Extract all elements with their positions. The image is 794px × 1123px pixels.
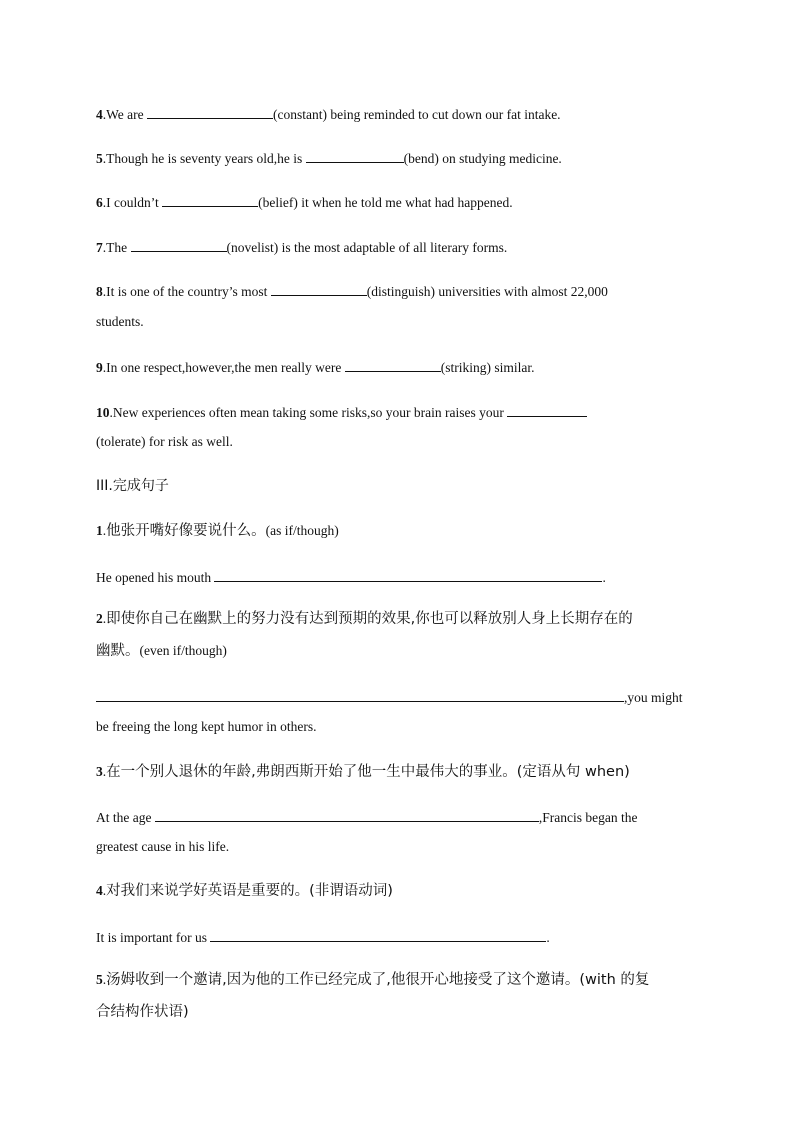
answer-blank[interactable] xyxy=(147,106,273,119)
exercise-number: 5 xyxy=(96,151,103,166)
section-heading: III.完成句子 xyxy=(96,478,169,494)
exercise-8-continuation: students. xyxy=(96,314,144,329)
exercise-number: 6 xyxy=(96,195,103,210)
exercise-8: 8.It is one of the country’s most (distinguish) universities with almost 22,000 xyxy=(96,284,608,299)
answer-blank[interactable] xyxy=(155,809,539,822)
exercise-number: 10 xyxy=(96,405,110,420)
translation-4-answer: It is important for us . xyxy=(96,930,550,945)
answer-blank[interactable] xyxy=(210,929,546,942)
answer-blank[interactable] xyxy=(271,283,367,296)
exercise-10: 10.New experiences often mean taking some risks,so your brain raises your xyxy=(96,404,587,420)
exercise-7: 7.The (novelist) is the most adaptable of all literary forms. xyxy=(96,240,508,255)
answer-blank[interactable] xyxy=(214,569,602,582)
translation-3-answer-cont: greatest cause in his life. xyxy=(96,839,230,854)
exercise-10-continuation: (tolerate) for risk as well. xyxy=(96,434,233,449)
translation-3-prompt: 3.在一个别人退休的年龄,弗朗西斯开始了他一生中最伟大的事业。(定语从句 when) xyxy=(96,764,630,780)
translation-1-prompt: 1.他张开嘴好像要说什么。(as if/though) xyxy=(96,523,339,539)
answer-blank[interactable] xyxy=(345,359,441,372)
exercise-number: 9 xyxy=(96,360,103,375)
translation-2-prompt-cont: 幽默。(even if/though) xyxy=(96,643,227,659)
translation-2-prompt: 2.即使你自己在幽默上的努力没有达到预期的效果,你也可以释放别人身上长期存在的 xyxy=(96,611,633,627)
exercise-5: 5.Though he is seventy years old,he is (bend) on studying medicine. xyxy=(96,151,562,166)
exercise-number: 8 xyxy=(96,284,103,299)
exercise-4: 4.We are (constant) being reminded to cut down our fat intake. xyxy=(96,107,561,122)
translation-5-prompt: 5.汤姆收到一个邀请,因为他的工作已经完成了,他很开心地接受了这个邀请。(with 的复 xyxy=(96,972,650,988)
answer-blank[interactable] xyxy=(162,194,258,207)
translation-5-prompt-cont: 合结构作状语) xyxy=(96,1004,189,1020)
translation-2-answer: ,you might xyxy=(96,689,683,705)
answer-blank[interactable] xyxy=(96,689,624,702)
exercise-number: 7 xyxy=(96,240,103,255)
exercise-9: 9.In one respect,however,the men really were (striking) similar. xyxy=(96,360,535,375)
answer-blank[interactable] xyxy=(306,150,404,163)
answer-blank[interactable] xyxy=(507,404,587,417)
exercise-6: 6.I couldn’t (belief) it when he told me what had happened. xyxy=(96,195,513,210)
answer-blank[interactable] xyxy=(131,239,227,252)
translation-1-answer: He opened his mouth . xyxy=(96,570,606,585)
translation-3-answer: At the age ,Francis began the xyxy=(96,810,638,825)
translation-4-prompt: 4.对我们来说学好英语是重要的。(非谓语动词) xyxy=(96,883,393,899)
exercise-number: 4 xyxy=(96,107,103,122)
translation-2-answer-cont: be freeing the long kept humor in others. xyxy=(96,719,317,734)
